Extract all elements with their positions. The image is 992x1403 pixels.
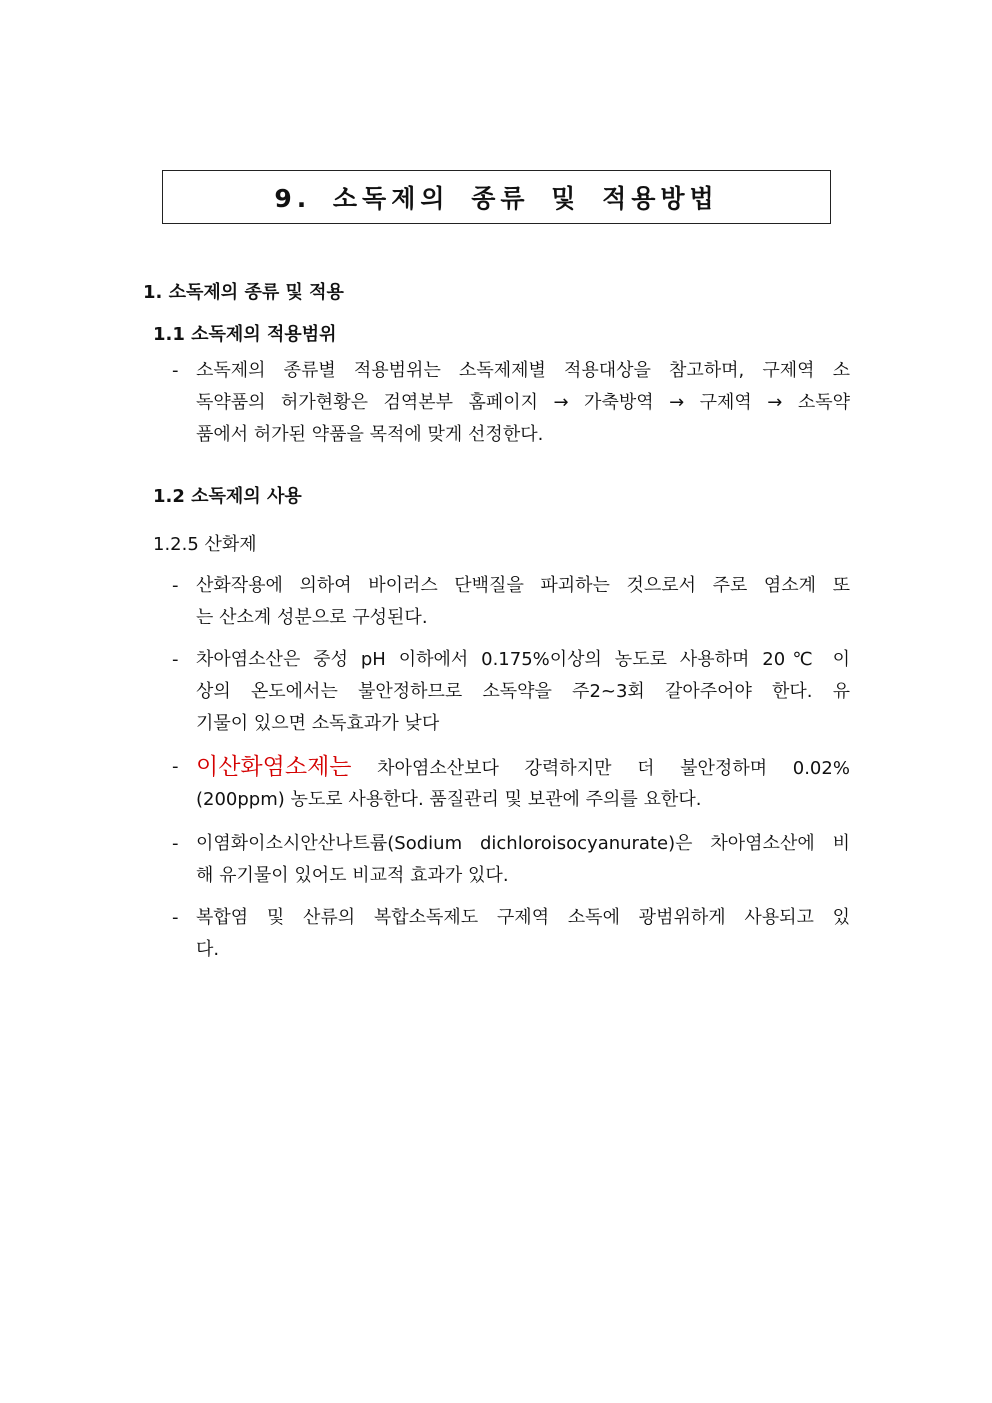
bullet-dash: - — [172, 907, 179, 928]
word: 차아염소산보다 — [377, 758, 499, 779]
bullet-complex-disinfectant — [172, 902, 850, 966]
section-heading-1-1: 1.1 소독제의 적용범위 — [153, 324, 337, 345]
text-line: 소독제의 종류별 적용범위는 소독제제별 적용대상을 참고하며, 구제역 소 — [196, 360, 850, 381]
text-line: 이염화이소시안산나트륨(Sodium dichloroisocyanurate)은 차아염소산에 비 — [196, 833, 850, 854]
word: 강력하지만 — [524, 758, 612, 779]
section-heading-1: 1. 소독제의 종류 및 적용 — [143, 282, 344, 303]
text-line: 다. — [196, 939, 220, 960]
text-line: 기물이 있으면 소독효과가 낮다 — [196, 713, 440, 734]
text-line: (200ppm) 농도로 사용한다. 품질관리 및 보관에 주의를 요한다. — [196, 789, 702, 810]
bullet-dash: - — [172, 833, 179, 854]
text-line: 상의 온도에서는 불안정하므로 소독약을 주2~3회 갈아주어야 한다. 유 — [196, 681, 850, 702]
text-line: 품에서 허가된 약품을 목적에 맞게 선정한다. — [196, 424, 544, 445]
section-heading-1-2: 1.2 소독제의 사용 — [153, 486, 302, 507]
word: 불안정하며 — [680, 758, 768, 779]
bullet-dash: - — [172, 360, 179, 381]
section-heading-1-2-5: 1.2.5 산화제 — [153, 534, 257, 555]
document-title-box — [162, 170, 831, 224]
text-line: 산화작용에 의하여 바이러스 단백질을 파괴하는 것으로서 주로 염소계 또 — [196, 575, 850, 596]
text-line: 복합염 및 산류의 복합소독제도 구제역 소독에 광범위하게 사용되고 있 — [196, 907, 850, 928]
bullet-oxidation-action — [172, 570, 850, 634]
word: 더 — [637, 758, 655, 779]
bullet-dash: - — [172, 649, 179, 670]
text-line: 해 유기물이 있어도 비교적 효과가 있다. — [196, 865, 509, 886]
text-line: 독약품의 허가현황은 검역본부 홈페이지 → 가축방역 → 구제역 → 소독약 — [196, 392, 850, 413]
word: 0.02% — [792, 758, 850, 779]
bullet-chlorine-dioxide — [172, 750, 850, 816]
bullet-sodium-dichloroisocyanurate — [172, 828, 850, 892]
bullet-dash: - — [172, 575, 179, 596]
text-line-with-highlight — [196, 750, 850, 784]
bullet-application-scope — [172, 355, 850, 451]
document-title: 9. 소독제의 종류 및 적용방법 — [274, 184, 719, 213]
highlighted-term: 이산화염소제는 — [196, 754, 352, 780]
bullet-hypochlorous-acid — [172, 644, 850, 740]
bullet-dash: - — [172, 756, 179, 777]
text-line: 는 산소계 성분으로 구성된다. — [196, 607, 428, 628]
text-line: 차아염소산은 중성 pH 이하에서 0.175%이상의 농도로 사용하며 20℃ 이 — [196, 649, 850, 670]
